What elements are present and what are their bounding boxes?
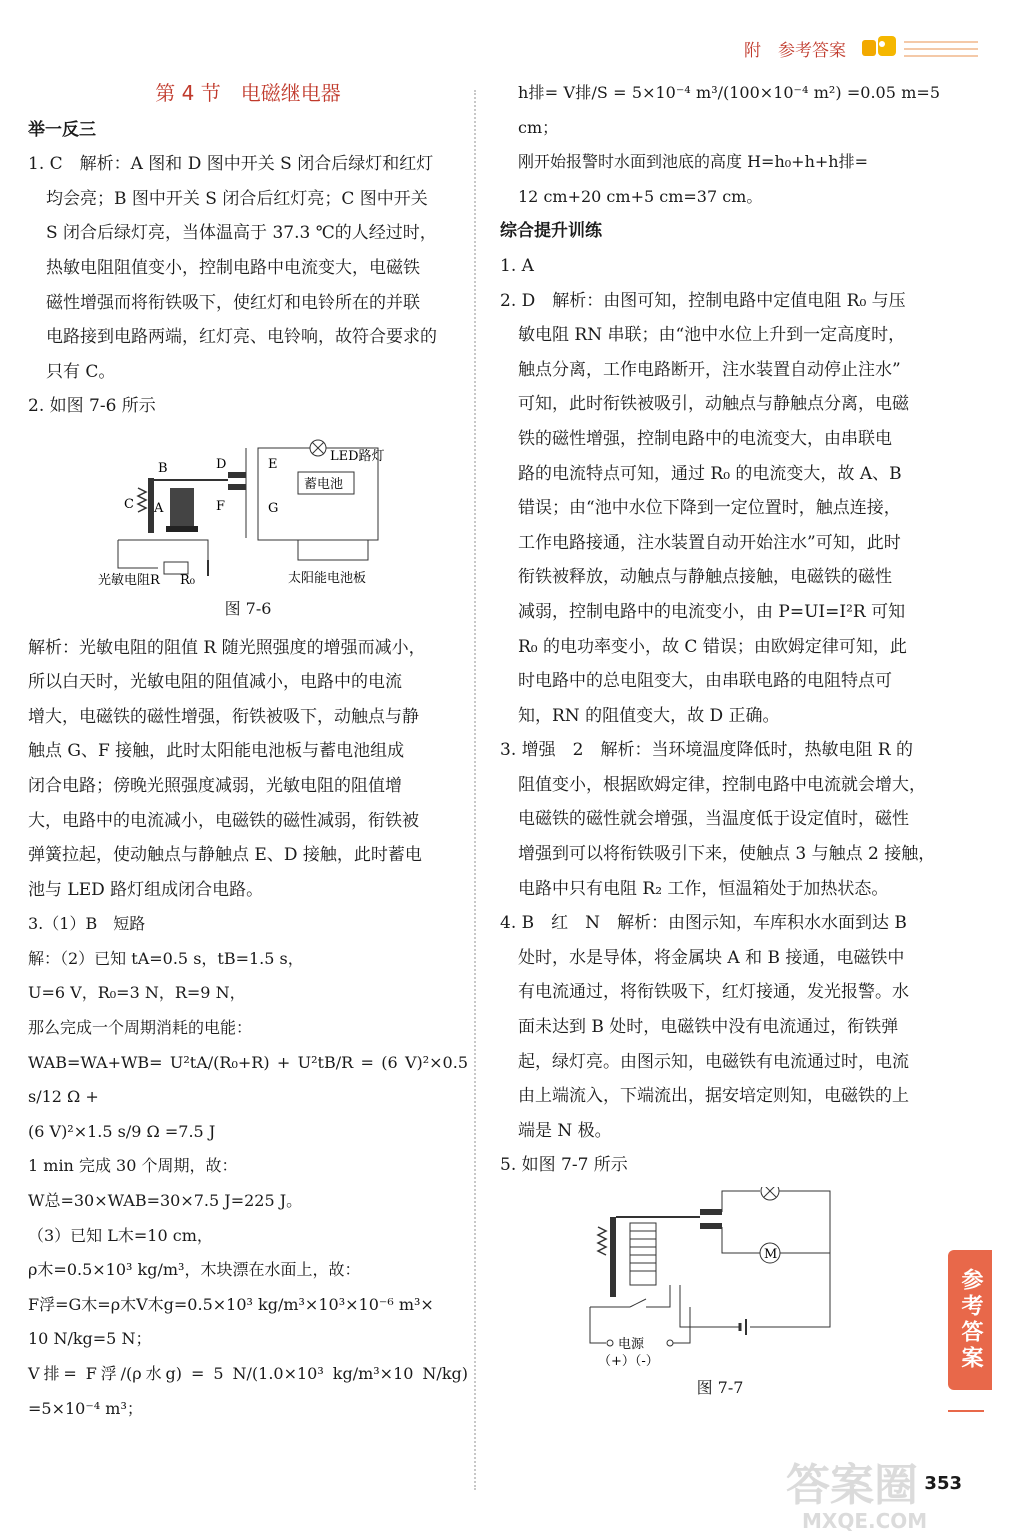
right-column [500, 76, 940, 1410]
text-line: 面未达到 B 处时，电磁铁中没有电流通过，衔铁弹 [518, 1017, 899, 1038]
text-line: 电路接到电路两端，红灯亮、电铃响，故符合要求的 [46, 327, 437, 348]
svg-text:答案圈: 答案圈 [786, 1460, 918, 1511]
header-label: 附 参考答案 [744, 40, 846, 61]
answer-z1: 1. A [500, 255, 534, 276]
text-line: 时电路中的总电阻变大，由串联电路的电阻特点可 [518, 671, 892, 692]
text-line: U=6 V，R₀=3 N，R=9 N， [28, 983, 246, 1003]
text-line: 由上端流入，下端流出，据安培定则知，电磁铁的上 [518, 1086, 909, 1107]
answer-2-analysis [28, 631, 468, 908]
label-battery: 蓄电池 [304, 476, 344, 492]
polarity-label: （+）（-） [598, 1354, 659, 1367]
column-divider [474, 90, 476, 1490]
text-line: 解：（2）已知 tA=0.5 s，tB=1.5 s， [28, 948, 304, 968]
text-line: 触点分离，工作电路断开，注水装置自动停止注水” [518, 359, 901, 380]
label-solar-panel: 太阳能电池板 [288, 570, 367, 586]
text-line: 池与 LED 路灯组成闭合电路。 [28, 879, 264, 900]
side-tab-answers: 参考答案 [948, 1250, 992, 1390]
text-line: 电磁铁的磁性就会增强，当温度低于设定值时，磁性 [518, 809, 909, 830]
text-line: 刚开始报警时水面到池底的高度 H=h₀+h+h排= [518, 152, 868, 172]
header-decoration-icon [860, 30, 980, 66]
text-line: 阻值变小，根据欧姆定律，控制电路中电流就会增大， [518, 774, 926, 795]
text-line: ρ木=0.5×10³ kg/m³，木块漂在水面上，故： [28, 1260, 361, 1280]
answer-z5: 5. 如图 7-7 所示 [500, 1155, 628, 1176]
text-line: 工作电路接通，注水装置自动开始注水”可知，此时 [518, 532, 901, 553]
section-heading-practice: 举一反三 [28, 119, 96, 140]
text-line: 处时，水是导体，将金属块 A 和 B 接通，电磁铁中 [518, 947, 905, 968]
text-line: 电路中只有电阻 R₂ 工作，恒温箱处于加热状态。 [518, 878, 889, 899]
answer-z2 [500, 284, 940, 734]
label-led: LED路灯 [330, 448, 385, 464]
text-line: 弹簧拉起，使动触点与静触点 E、D 接触，此时蓄电 [28, 845, 422, 866]
answer-3-continued [500, 76, 940, 214]
figure-caption-7-6: 图 7-6 [224, 598, 272, 618]
formula-line: 10 N/kg=5 N； [28, 1329, 152, 1349]
text-line: 均会亮；B 图中开关 S 闭合后红灯亮；C 图中开关 [46, 188, 428, 209]
text-line: 路的电流特点可知，通过 R₀ 的电流变大，故 A、B [518, 463, 902, 484]
text-line: 敏电阻 RN 串联；由“池中水位上升到一定高度时， [518, 325, 906, 346]
figure-caption-7-7: 图 7-7 [696, 1378, 744, 1397]
side-tab-underline [948, 1410, 984, 1412]
text-line: 1 min 完成 30 个周期，故： [28, 1156, 238, 1176]
text-line: 增强到可以将衔铁吸引下来，使触点 3 与触点 2 接触， [518, 844, 936, 865]
label-E: E [268, 456, 278, 472]
text-line: 知，RN 的阻值变大，故 D 正确。 [518, 705, 780, 726]
text-line: 减弱，控制电路中的电流变小，由 P=UI=I²R 可知 [518, 601, 906, 622]
formula-line: WAB=WA+WB= U²tA/(R₀+R) + U²tB/R = (6 V)²×0.5 s/12 Ω + [28, 1052, 468, 1107]
text-line: 增大，电磁铁的磁性增强，衔铁被吸下，动触点与静 [28, 706, 419, 727]
text-line: 起，绿灯亮。由图示知，电磁铁有电流通过时，电流 [518, 1051, 909, 1072]
text-line: R₀ 的电功率变小，故 C 错误；由欧姆定律可知，此 [518, 636, 907, 657]
answer-3 [28, 907, 468, 1426]
text-line: 铁的磁性增强，控制电路中的电流变大，由串联电 [518, 428, 892, 449]
formula-line: W总=30×WAB=30×7.5 J=225 J。 [28, 1191, 303, 1211]
circuit-diagram-7-6 [98, 428, 398, 588]
label-D: D [216, 456, 227, 472]
text-line: 只有 C。 [46, 361, 116, 382]
section-title: 第 4 节 电磁继电器 [155, 81, 341, 105]
text-line: 1. C 解析：A 图和 D 图中开关 S 闭合后绿灯和红灯 [28, 154, 434, 175]
page-header [744, 26, 980, 70]
text-line: 热敏电阻阻值变小，控制电路中电流变大，电磁铁 [46, 257, 420, 278]
formula-line: h排= V排/S = 5×10⁻⁴ m³/(100×10⁻⁴ m²) =0.05 m=5 cm； [518, 83, 940, 137]
text-line: 可知，此时衔铁被吸引，动触点与静触点分离，电磁 [518, 394, 909, 415]
text-line: 那么完成一个周期消耗的电能： [28, 1018, 253, 1038]
answer-1 [28, 147, 468, 389]
formula-line: V排= F浮/(ρ水g) = 5 N/(1.0×10³ kg/m³×10 N/kg) =5×10⁻⁴ m³； [28, 1364, 468, 1418]
text-line: 闭合电路；傍晚光照强度减弱，光敏电阻的阻值增 [28, 775, 402, 796]
text-line: S 闭合后绿灯亮，当体温高于 37.3 ℃的人经过时， [46, 223, 437, 244]
label-G: G [268, 500, 279, 516]
text-line: 解析：光敏电阻的阻值 R 随光照强度的增强而减小， [28, 637, 426, 658]
formula-line: (6 V)²×1.5 s/9 Ω =7.5 J [28, 1121, 216, 1141]
text-line: 有电流通过，将衔铁吸下，红灯接通，发光报警。水 [518, 982, 909, 1003]
text-line: 3.（1）B 短路 [28, 914, 146, 934]
text-line: （3）已知 L木=10 cm， [28, 1225, 213, 1245]
label-R0: R₀ [180, 572, 195, 588]
text-line: 2. D 解析：由图可知，控制电路中定值电阻 R₀ 与压 [500, 290, 906, 311]
text-line: 磁性增强而将衔铁吸下，使红灯和电铃所在的并联 [46, 292, 420, 313]
answer-2: 2. 如图 7-6 所示 [28, 396, 156, 417]
text-line: 错误；由“池中水位下降到一定位置时，触点连接， [518, 498, 901, 519]
circuit-diagram-7-7 [570, 1187, 870, 1367]
svg-text:MXQE.COM: MXQE.COM [802, 1509, 928, 1532]
text-line: 3. 增强 2 解析：当环境温度降低时，热敏电阻 R 的 [500, 740, 914, 761]
motor-label: M [764, 1247, 778, 1262]
left-column [28, 76, 468, 1426]
text-line: 触点 G、F 接触，此时太阳能电池板与蓄电池组成 [28, 741, 405, 762]
answer-z3 [500, 733, 940, 906]
label-B: B [158, 460, 168, 476]
power-label: 电源 [618, 1337, 645, 1352]
formula-line: F浮=G木=ρ木V木g=0.5×10³ kg/m³×10³×10⁻⁶ m³× [28, 1294, 434, 1314]
text-line: 衔铁被释放，动触点与静触点接触，电磁铁的磁性 [518, 567, 892, 588]
answer-z4 [500, 906, 940, 1148]
text-line: 所以白天时，光敏电阻的阻值减小，电路中的电流 [28, 672, 402, 693]
text-line: 4. B 红 N 解析：由图示知，车库积水水面到达 B [500, 913, 907, 934]
label-A: A [154, 500, 164, 516]
text-line: 大，电路中的电流减小，电磁铁的磁性减弱，衔铁被 [28, 810, 419, 831]
page-number: 353 [924, 1473, 962, 1494]
text-line: 端是 N 极。 [518, 1120, 612, 1141]
label-C: C [124, 496, 134, 512]
section-heading-training: 综合提升训练 [500, 221, 602, 242]
label-F: F [216, 498, 226, 514]
label-photoresistor: 光敏电阻R [98, 572, 160, 588]
text-line: 12 cm+20 cm+5 cm=37 cm。 [518, 186, 763, 206]
